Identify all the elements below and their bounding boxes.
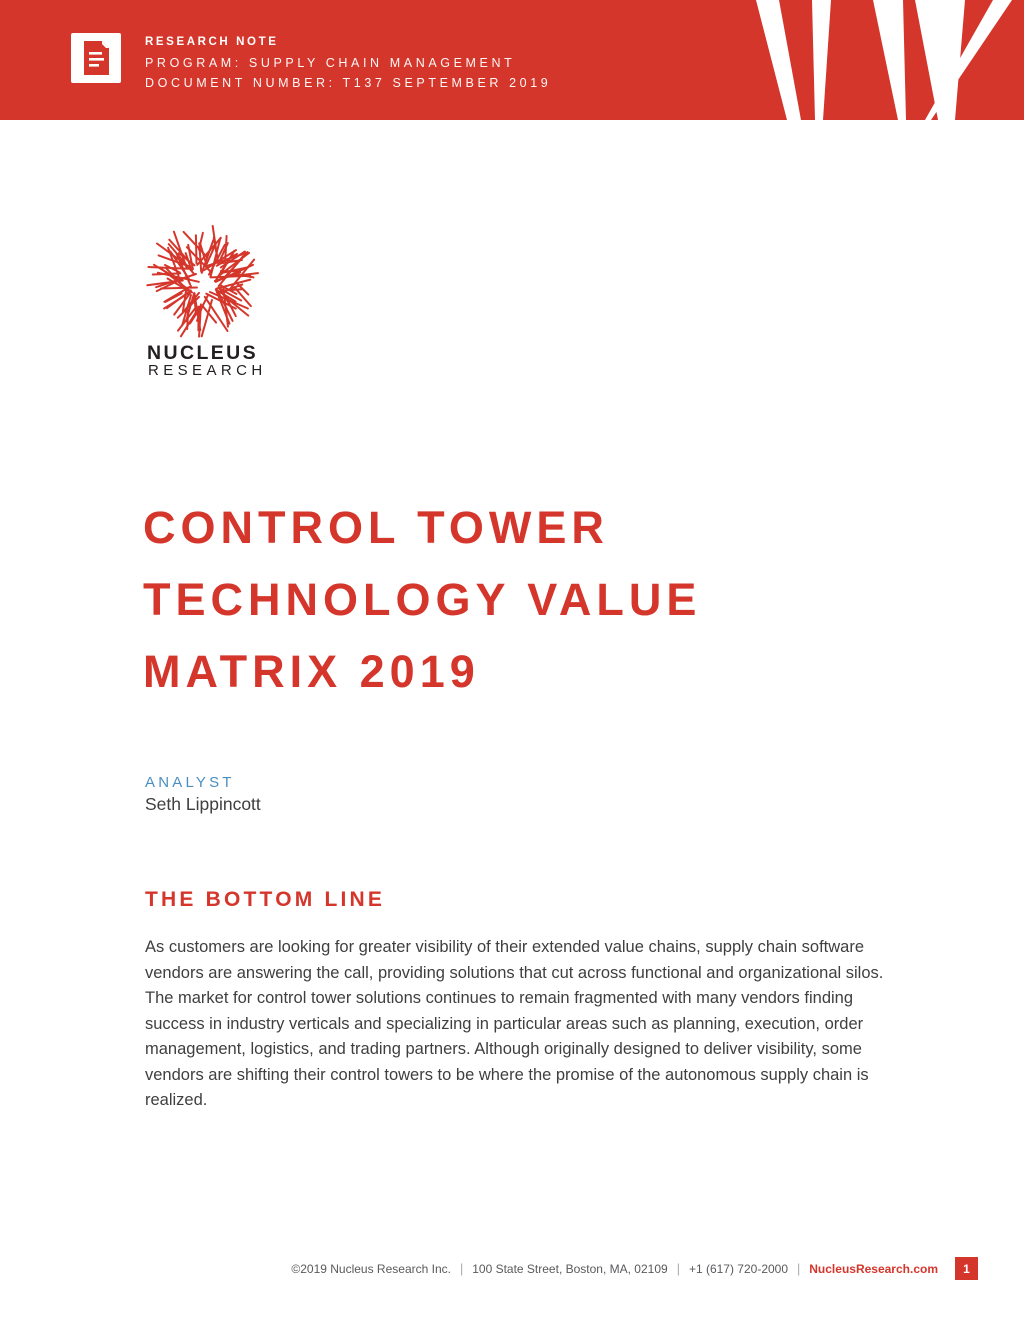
analyst-name: Seth Lippincott bbox=[145, 794, 261, 814]
footer-separator: | bbox=[459, 1261, 464, 1276]
logo-word-nucleus: NUCLEUS bbox=[147, 342, 259, 364]
footer-phone: +1 (617) 720-2000 bbox=[688, 1261, 789, 1276]
research-note-label: RESEARCH NOTE bbox=[145, 36, 279, 48]
footer-copyright: ©2019 Nucleus Research Inc. bbox=[291, 1261, 451, 1276]
footer-separator: | bbox=[676, 1261, 680, 1276]
header-text-block bbox=[145, 36, 551, 96]
nucleus-logo-mark bbox=[145, 223, 263, 341]
footer-address: 100 State Street, Boston, MA, 02109 bbox=[472, 1261, 668, 1276]
document-icon bbox=[71, 33, 121, 83]
title-line-3: MATRIX 2019 bbox=[143, 646, 480, 697]
title-line-2: TECHNOLOGY VALUE bbox=[143, 574, 702, 625]
analyst-label: ANALYST bbox=[145, 774, 235, 791]
page-number-badge: 1 bbox=[955, 1257, 978, 1280]
title-line-1: CONTROL TOWER bbox=[143, 502, 609, 553]
page-title bbox=[143, 492, 701, 708]
program-line: PROGRAM: SUPPLY CHAIN MANAGEMENT bbox=[145, 56, 516, 70]
header-banner bbox=[0, 0, 1024, 120]
footer-separator: | bbox=[797, 1261, 801, 1276]
bottom-line-heading: THE BOTTOM LINE bbox=[145, 888, 386, 911]
footer-website-link[interactable]: NucleusResearch.com bbox=[809, 1261, 938, 1276]
bottom-line-paragraph: As customers are looking for greater visibility of their extended value chains, supply chain software vendors are answering the call, providing solutions that cut across functional and organizational silos. The market for control tower solutions continues to remain fragmented with many vendors finding success in industry verticals and specializing in particular areas such as planning, execution, order management, logistics, and trading partners. Although originally designed to deliver visibility, some vendors are shifting their control towers to be where the promise of the autonomous supply chain is realized. bbox=[145, 938, 884, 1109]
logo-word-research: RESEARCH bbox=[148, 362, 267, 379]
page-footer bbox=[291, 1257, 978, 1280]
document-number-line: DOCUMENT NUMBER: T137 SEPTEMBER 2019 bbox=[145, 76, 552, 90]
